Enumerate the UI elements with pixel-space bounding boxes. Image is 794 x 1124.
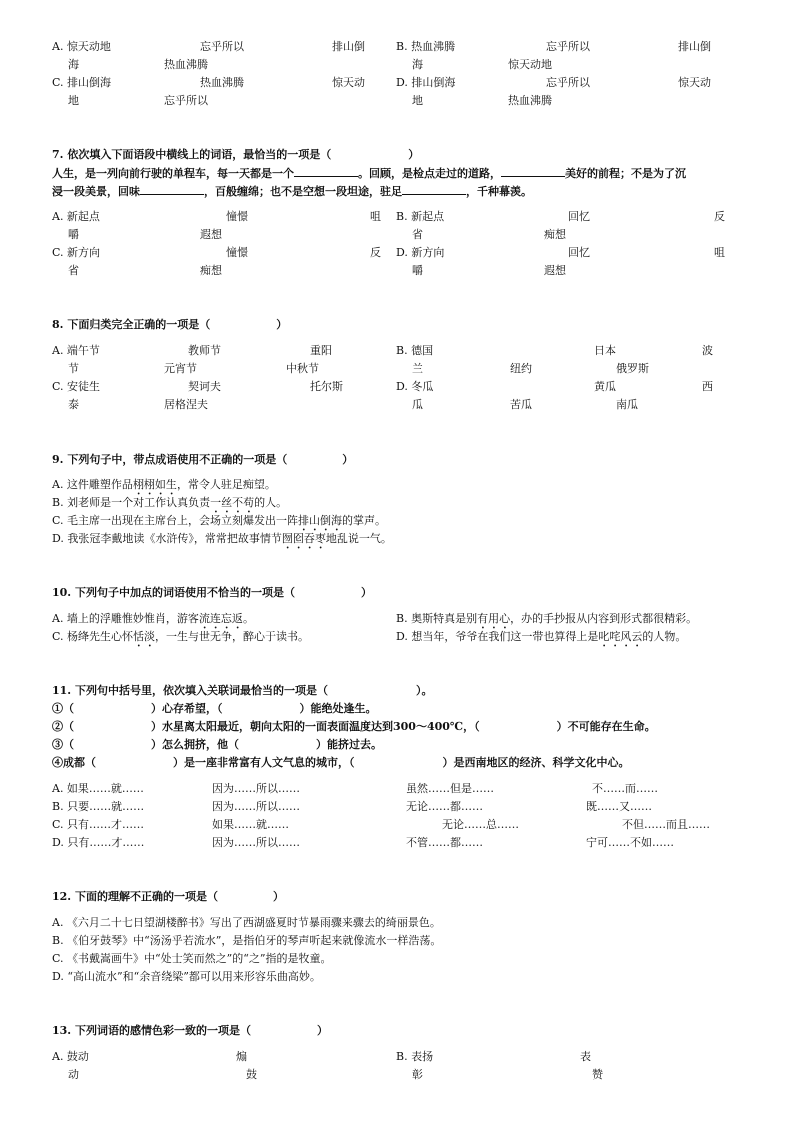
q8-cell: 节: [68, 362, 79, 375]
q9-opt-b: [52, 496, 287, 516]
q7-text: 浸一段美景，回味: [52, 185, 140, 198]
q7-blank-1: [294, 166, 358, 177]
q10-text: B. 奥斯特真是别: [396, 612, 478, 625]
q9-dotted-idiom: 囫囵吞枣: [281, 532, 326, 545]
q8-cell: 苦瓜: [510, 398, 532, 411]
q12-opt-d: D. “高山流水”和“余音绕梁”都可以用来形容乐曲高妙。: [52, 970, 321, 983]
q9-text: 的掌声。: [342, 514, 387, 527]
q7-blank-2: [501, 166, 565, 177]
q7-passage-line2: [52, 184, 532, 199]
q6-cell: 地: [68, 94, 79, 107]
q10-opt-b: [396, 612, 697, 632]
q6-opt-c: C. 排山倒海: [52, 76, 112, 89]
q8-cell: 黄瓜: [594, 380, 616, 393]
q8-opt-b: B. 德国: [396, 344, 434, 357]
q11-cell: 虽然……但是……: [406, 782, 494, 795]
q7-cell: 憧憬: [226, 246, 248, 259]
q9-text: B. 刘老师是一个对工作认真负责: [52, 496, 211, 509]
q7-cell: 痴想: [200, 264, 222, 277]
q11-sentence-3: ③（ ）怎么拥挤，他（ ）能挤过去。: [52, 738, 382, 751]
q9-opt-a: [52, 478, 276, 498]
q7-text: 人生，是一列向前行驶的单程车，每一天都是一个: [52, 167, 294, 180]
q8-cell: 纽约: [510, 362, 532, 375]
q6-cell: 热血沸腾: [508, 94, 552, 107]
q7-cell: 遐想: [200, 228, 222, 241]
q7-cell: 反: [714, 210, 725, 223]
q9-opt-d: [52, 532, 392, 552]
q6-cell: 惊天动地: [508, 58, 552, 71]
q7-cell: 省: [68, 264, 79, 277]
q11-opt-a: A. 如果……就……: [52, 782, 144, 795]
q7-cell: 嚼: [68, 228, 79, 241]
q8-opt-c: C. 安徒生: [52, 380, 101, 393]
q6-cell: 海: [68, 58, 79, 71]
q13-opt-a: A. 鼓动: [52, 1050, 89, 1063]
q11-opt-d: D. 只有……才……: [52, 836, 145, 849]
q10-opt-c: [52, 630, 309, 650]
q10-dotted-word: 叱咤风云: [598, 630, 643, 643]
q10-text: C. 杨绛先生心怀: [52, 630, 134, 643]
q6-cell: 排山倒: [332, 40, 365, 53]
q7-cell: 回忆: [568, 210, 590, 223]
q6-opt-b: B. 热血沸腾: [396, 40, 456, 53]
q9-dotted-idiom: 栩栩如生: [132, 478, 177, 491]
q13-opt-b: B. 表扬: [396, 1050, 434, 1063]
q9-text: A. 这件雕塑作品: [52, 478, 133, 491]
q7-cell: 反: [370, 246, 381, 259]
q8-opt-d: D. 冬瓜: [396, 380, 434, 393]
q6-cell: 忘乎所以: [200, 40, 244, 53]
q7-text: ，千种幕羡。: [466, 185, 532, 198]
q11-cell: 宁可……不如……: [586, 836, 674, 849]
q7-cell: 咀: [714, 246, 725, 259]
q13-cell: 煽: [236, 1050, 247, 1063]
q8-cell: 西: [702, 380, 713, 393]
q12-opt-b: B. 《伯牙鼓琴》中“汤汤乎若流水”，是指伯牙的琴声听起来就像流水一样浩荡。: [52, 934, 442, 947]
q7-cell: 憧憬: [226, 210, 248, 223]
q12-stem: 12. 下面的理解不正确的一项是（ ）: [52, 890, 284, 903]
q11-cell: 不但……而且……: [622, 818, 710, 831]
q8-cell: 俄罗斯: [616, 362, 649, 375]
q11-cell: 不管……都……: [406, 836, 483, 849]
q9-dotted-idiom: 一丝不苟: [210, 496, 255, 509]
q11-cell: 因为……所以……: [212, 836, 300, 849]
q10-opt-a: [52, 612, 254, 632]
q11-opt-c: C. 只有……才……: [52, 818, 145, 831]
q6-cell: 忘乎所以: [164, 94, 208, 107]
q6-cell: 忘乎所以: [546, 40, 590, 53]
q7-cell: 遐想: [544, 264, 566, 277]
q7-stem: 7. 依次填入下面语段中横线上的词语，最恰当的一项是（ ）: [52, 148, 420, 161]
q7-blank-4: [402, 184, 466, 195]
q6-cell: 惊天动: [332, 76, 365, 89]
q8-stem: 8. 下面归类完全正确的一项是（ ）: [52, 318, 288, 331]
q8-cell: 兰: [412, 362, 423, 375]
q11-sentence-4: ④成都（ ）是一座非常富有人文气息的城市，（ ）是西南地区的经济、科学文化中心。: [52, 756, 630, 769]
q9-text: 的人。: [254, 496, 288, 509]
q7-opt-c: C. 新方向: [52, 246, 101, 259]
q6-cell: 忘乎所以: [546, 76, 590, 89]
q8-cell: 南瓜: [616, 398, 638, 411]
q13-stem: 13. 下列词语的感情色彩一致的一项是（ ）: [52, 1024, 328, 1037]
q6-opt-a: A. 惊天动地: [52, 40, 111, 53]
q8-cell: 居格涅夫: [164, 398, 208, 411]
q10-text: A. 墙上的浮雕惟妙惟肖，游客: [52, 612, 199, 625]
q11-cell: 不……而……: [592, 782, 658, 795]
q7-opt-b: B. 新起点: [396, 210, 445, 223]
q7-opt-a: A. 新起点: [52, 210, 100, 223]
q9-text: 地乱说一气。: [325, 532, 392, 545]
q8-cell: 波: [702, 344, 713, 357]
q10-dotted-word: 有用心: [477, 612, 511, 625]
q9-stem: 9. 下列句子中，带点成语使用不正确的一项是（ ）: [52, 453, 354, 466]
q9-opt-c: [52, 514, 386, 534]
q11-cell: 因为……所以……: [212, 782, 300, 795]
q8-cell: 中秋节: [286, 362, 319, 375]
q10-text: 的人物。: [642, 630, 687, 643]
q7-cell: 省: [412, 228, 423, 241]
q12-opt-a: A. 《六月二十七日望湖楼醉书》写出了西湖盛夏时节暴雨骤来骤去的绮丽景色。: [52, 916, 441, 929]
q7-cell: 回忆: [568, 246, 590, 259]
q11-sentence-1: ①（ ）心存希望，（ ）能绝处逢生。: [52, 702, 377, 715]
q13-cell: 动: [68, 1068, 79, 1081]
q13-cell: 鼓: [246, 1068, 257, 1081]
q8-cell: 契诃夫: [188, 380, 221, 393]
q8-cell: 泰: [68, 398, 79, 411]
q10-text: ，一生与世无争，醉心于读书。: [155, 630, 310, 643]
q7-cell: 咀: [370, 210, 381, 223]
q11-cell: 既……又……: [586, 800, 652, 813]
q6-cell: 排山倒: [678, 40, 711, 53]
q11-cell: 无论……都……: [406, 800, 483, 813]
q9-text: D. 我张冠李戴地读《水浒传》，常常把故事情节: [52, 532, 282, 545]
q10-text: ，办的手抄报从内容到形式都很精彩。: [510, 612, 698, 625]
q7-blank-3: [140, 184, 204, 195]
q10-dotted-word: 流连忘返: [198, 612, 243, 625]
q10-stem: 10. 下列句子中加点的词语使用不恰当的一项是（ ）: [52, 586, 372, 599]
q7-text: ，百般缠绵；也不是空想一段坦途，驻足: [204, 185, 402, 198]
q8-opt-a: A. 端午节: [52, 344, 100, 357]
q7-cell: 痴想: [544, 228, 566, 241]
q8-cell: 教师节: [188, 344, 221, 357]
q10-text: 。: [242, 612, 254, 625]
q13-cell: 表: [580, 1050, 591, 1063]
q6-cell: 热血沸腾: [200, 76, 244, 89]
q7-passage-line1: [52, 166, 686, 181]
q8-cell: 瓜: [412, 398, 423, 411]
q13-cell: 彰: [412, 1068, 423, 1081]
q11-cell: 如果……就……: [212, 818, 289, 831]
q11-opt-b: B. 只要……就……: [52, 800, 145, 813]
q13-cell: 赞: [592, 1068, 603, 1081]
q9-text: C. 毛主席一出现在主席台上，会场立刻爆发出一阵: [52, 514, 299, 527]
q11-stem: 11. 下列句中括号里，依次填入关联词最恰当的一项是（ ）。: [52, 684, 433, 697]
q8-cell: 日本: [594, 344, 616, 357]
q11-cell: 因为……所以……: [212, 800, 300, 813]
q7-text: 。回顾，是检点走过的道路，: [358, 167, 501, 180]
q6-cell: 地: [412, 94, 423, 107]
q6-opt-d: D. 排山倒海: [396, 76, 456, 89]
q7-opt-d: D. 新方向: [396, 246, 445, 259]
q10-text: D. 想当年，爷爷在我们这一带也算得上是: [396, 630, 599, 643]
q11-sentence-2: ②（ ）水星离太阳最近，朝向太阳的一面表面温度达到300～400℃，（ ）不可能存在生命。: [52, 720, 656, 733]
q6-cell: 海: [412, 58, 423, 71]
q12-opt-c: C. 《书戴嵩画牛》中“处士笑而然之”的“之”指的是牧童。: [52, 952, 332, 965]
q6-cell: 热血沸腾: [164, 58, 208, 71]
q6-cell: 惊天动: [678, 76, 711, 89]
q7-text: 美好的前程；不是为了沉: [565, 167, 686, 180]
q8-cell: 元宵节: [164, 362, 197, 375]
q7-cell: 嚼: [412, 264, 423, 277]
q8-cell: 重阳: [310, 344, 332, 357]
q10-opt-d: [396, 630, 686, 650]
q11-cell: 无论……总……: [442, 818, 519, 831]
q9-text: ，常令人驻足痴望。: [176, 478, 276, 491]
q9-dotted-idiom: 排山倒海: [298, 514, 343, 527]
q10-dotted-word: 恬淡: [133, 630, 156, 643]
q8-cell: 托尔斯: [310, 380, 343, 393]
